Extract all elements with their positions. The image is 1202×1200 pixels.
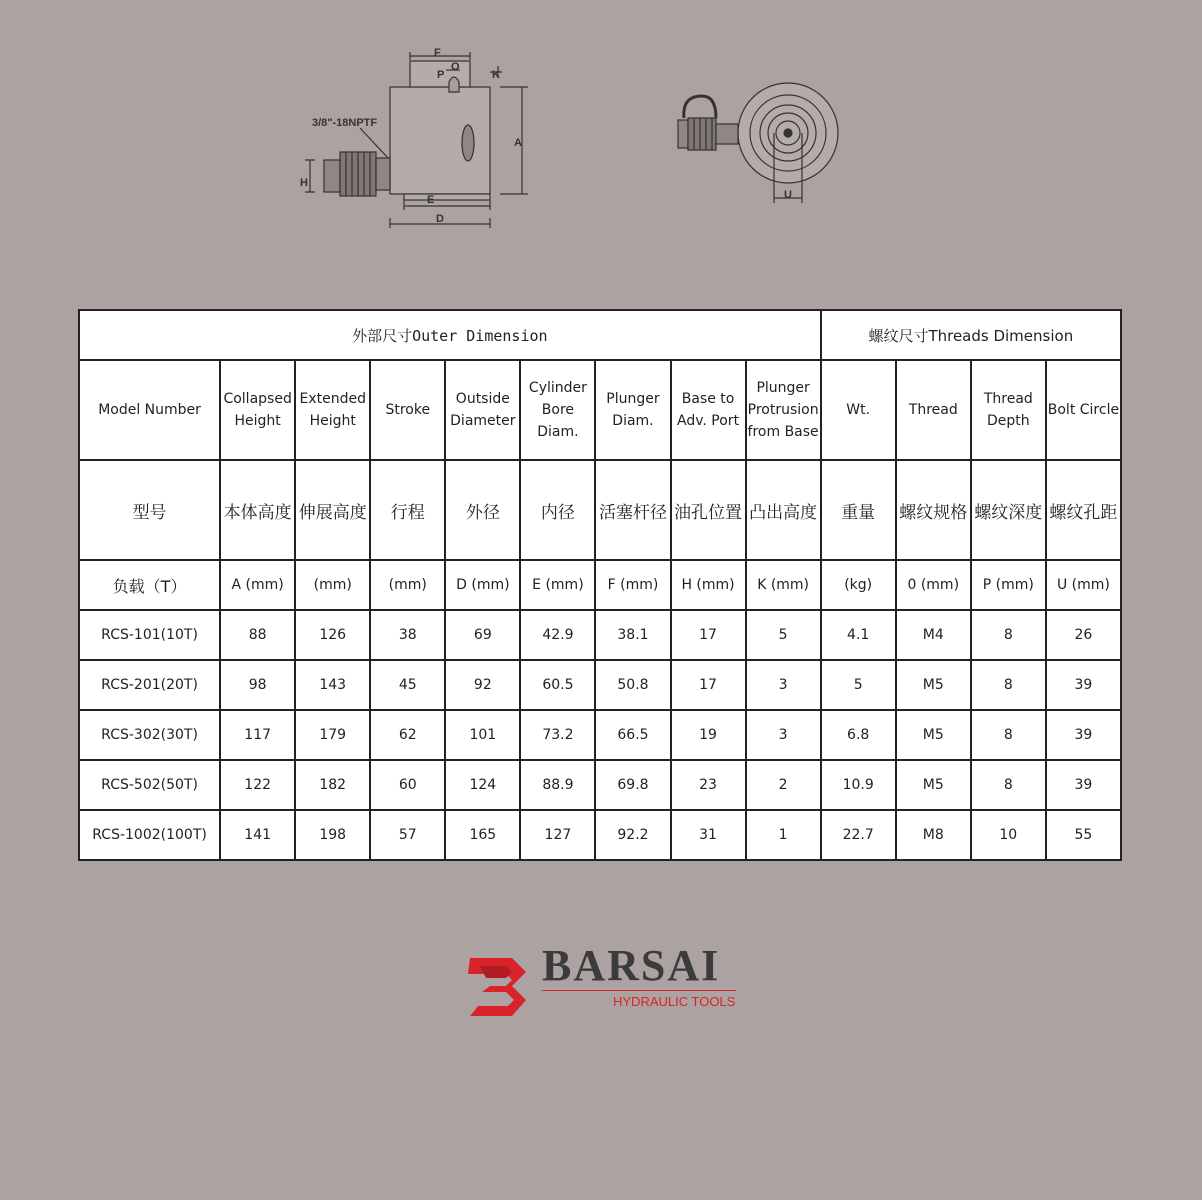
table-cell: 179: [295, 710, 370, 760]
table-cell: 117: [220, 710, 295, 760]
column-header: Plunger Diam.: [595, 360, 670, 460]
table-cell: 126: [295, 610, 370, 660]
table-cell: 60: [370, 760, 445, 810]
table-cell: 5: [746, 610, 821, 660]
column-header: Collapsed Height: [220, 360, 295, 460]
table-cell: 66.5: [595, 710, 670, 760]
table-cell: 17: [671, 660, 746, 710]
model-cell: RCS-302(30T): [79, 710, 220, 760]
table-cell: M5: [896, 760, 971, 810]
table-cell: 98: [220, 660, 295, 710]
unit-cell: (kg): [821, 560, 896, 610]
unit-cell: (mm): [370, 560, 445, 610]
column-header: Thread Depth: [971, 360, 1046, 460]
table-cell: 42.9: [520, 610, 595, 660]
brand-name: BARSAI: [542, 941, 721, 990]
table-cell: 8: [971, 610, 1046, 660]
table-cell: 1: [746, 810, 821, 860]
brand-divider: [542, 990, 736, 991]
label-p: P: [437, 69, 445, 81]
table-cell: 143: [295, 660, 370, 710]
column-header: Plunger Protrusion from Base: [746, 360, 821, 460]
outer-dimension-header: 外部尺寸Outer Dimension: [79, 310, 821, 360]
table-cell: 39: [1046, 660, 1121, 710]
model-cell: RCS-101(10T): [79, 610, 220, 660]
label-u: U: [784, 189, 792, 201]
column-header: Stroke: [370, 360, 445, 460]
table-cell: 124: [445, 760, 520, 810]
unit-cell: 负载（T）: [79, 560, 220, 610]
table-cell: M5: [896, 660, 971, 710]
table-cell: 122: [220, 760, 295, 810]
model-cell: RCS-201(20T): [79, 660, 220, 710]
table-cell: 38: [370, 610, 445, 660]
column-header: Base to Adv. Port: [671, 360, 746, 460]
table-cell: 8: [971, 710, 1046, 760]
label-f: F: [434, 47, 441, 59]
table-cell: 3: [746, 710, 821, 760]
column-header: Extended Height: [295, 360, 370, 460]
column-header: Cylinder Bore Diam.: [520, 360, 595, 460]
table-cell: 92.2: [595, 810, 670, 860]
table-cell: 2: [746, 760, 821, 810]
label-o: O: [451, 61, 460, 73]
table-cell: 10.9: [821, 760, 896, 810]
unit-row: [79, 560, 1121, 610]
table-cell: 23: [671, 760, 746, 810]
table-cell: 8: [971, 760, 1046, 810]
technical-drawings: [0, 0, 1202, 260]
table-cell: 69.8: [595, 760, 670, 810]
table-cell: 198: [295, 810, 370, 860]
model-cell: RCS-1002(100T): [79, 810, 220, 860]
column-header: Wt.: [821, 360, 896, 460]
table-cell: 22.7: [821, 810, 896, 860]
column-header-cn: 重量: [821, 460, 896, 560]
table-cell: 8: [971, 660, 1046, 710]
table-cell: 60.5: [520, 660, 595, 710]
table-cell: 182: [295, 760, 370, 810]
table-cell: 3: [746, 660, 821, 710]
model-cell: RCS-502(50T): [79, 760, 220, 810]
table-cell: 31: [671, 810, 746, 860]
column-header-cn: 活塞杆径: [595, 460, 670, 560]
threads-dimension-header: 螺纹尺寸Threads Dimension: [821, 310, 1121, 360]
group-header-row: [79, 310, 1121, 360]
table-cell: 6.8: [821, 710, 896, 760]
english-header-row: [79, 360, 1121, 460]
table-row: [79, 810, 1121, 860]
table-row: [79, 610, 1121, 660]
spec-table: [78, 309, 1122, 861]
table-cell: 69: [445, 610, 520, 660]
column-header-cn: 本体高度: [220, 460, 295, 560]
table-cell: 88.9: [520, 760, 595, 810]
table-cell: 101: [445, 710, 520, 760]
column-header-cn: 型号: [79, 460, 220, 560]
unit-cell: F (mm): [595, 560, 670, 610]
table-cell: 165: [445, 810, 520, 860]
column-header-cn: 螺纹孔距: [1046, 460, 1121, 560]
table-cell: 26: [1046, 610, 1121, 660]
table-cell: 17: [671, 610, 746, 660]
table-row: [79, 760, 1121, 810]
table-cell: 39: [1046, 710, 1121, 760]
table-row: [79, 710, 1121, 760]
table-cell: 10: [971, 810, 1046, 860]
table-cell: 92: [445, 660, 520, 710]
table-cell: 88: [220, 610, 295, 660]
label-d: D: [436, 213, 444, 225]
column-header-cn: 螺纹深度: [971, 460, 1046, 560]
column-header-cn: 外径: [445, 460, 520, 560]
label-k: K: [492, 69, 500, 81]
column-header: Bolt Circle: [1046, 360, 1121, 460]
column-header-cn: 螺纹规格: [896, 460, 971, 560]
table-cell: 50.8: [595, 660, 670, 710]
table-row: [79, 660, 1121, 710]
label-h: H: [300, 177, 308, 189]
column-header: Model Number: [79, 360, 220, 460]
unit-cell: (mm): [295, 560, 370, 610]
column-header: Outside Diameter: [445, 360, 520, 460]
brand-subtitle: HYDRAULIC TOOLS: [613, 994, 736, 1009]
table-cell: 55: [1046, 810, 1121, 860]
table-cell: 5: [821, 660, 896, 710]
column-header-cn: 内径: [520, 460, 595, 560]
table-cell: 57: [370, 810, 445, 860]
column-header: Thread: [896, 360, 971, 460]
unit-cell: E (mm): [520, 560, 595, 610]
table-cell: M5: [896, 710, 971, 760]
label-e: E: [427, 194, 435, 206]
chinese-header-row: [79, 460, 1121, 560]
unit-cell: K (mm): [746, 560, 821, 610]
unit-cell: H (mm): [671, 560, 746, 610]
table-cell: 39: [1046, 760, 1121, 810]
unit-cell: U (mm): [1046, 560, 1121, 610]
label-a: A: [514, 137, 522, 149]
column-header-cn: 行程: [370, 460, 445, 560]
table-cell: 4.1: [821, 610, 896, 660]
table-cell: M4: [896, 610, 971, 660]
unit-cell: P (mm): [971, 560, 1046, 610]
table-cell: 141: [220, 810, 295, 860]
table-cell: 19: [671, 710, 746, 760]
top-view-drawing: [678, 83, 838, 203]
column-header-cn: 伸展高度: [295, 460, 370, 560]
table-cell: 45: [370, 660, 445, 710]
table-cell: M8: [896, 810, 971, 860]
table-cell: 38.1: [595, 610, 670, 660]
label-thread: 3/8"-18NPTF: [312, 117, 378, 129]
table-cell: 62: [370, 710, 445, 760]
table-cell: 127: [520, 810, 595, 860]
unit-cell: A (mm): [220, 560, 295, 610]
table-cell: 73.2: [520, 710, 595, 760]
unit-cell: 0 (mm): [896, 560, 971, 610]
unit-cell: D (mm): [445, 560, 520, 610]
column-header-cn: 凸出高度: [746, 460, 821, 560]
column-header-cn: 油孔位置: [671, 460, 746, 560]
